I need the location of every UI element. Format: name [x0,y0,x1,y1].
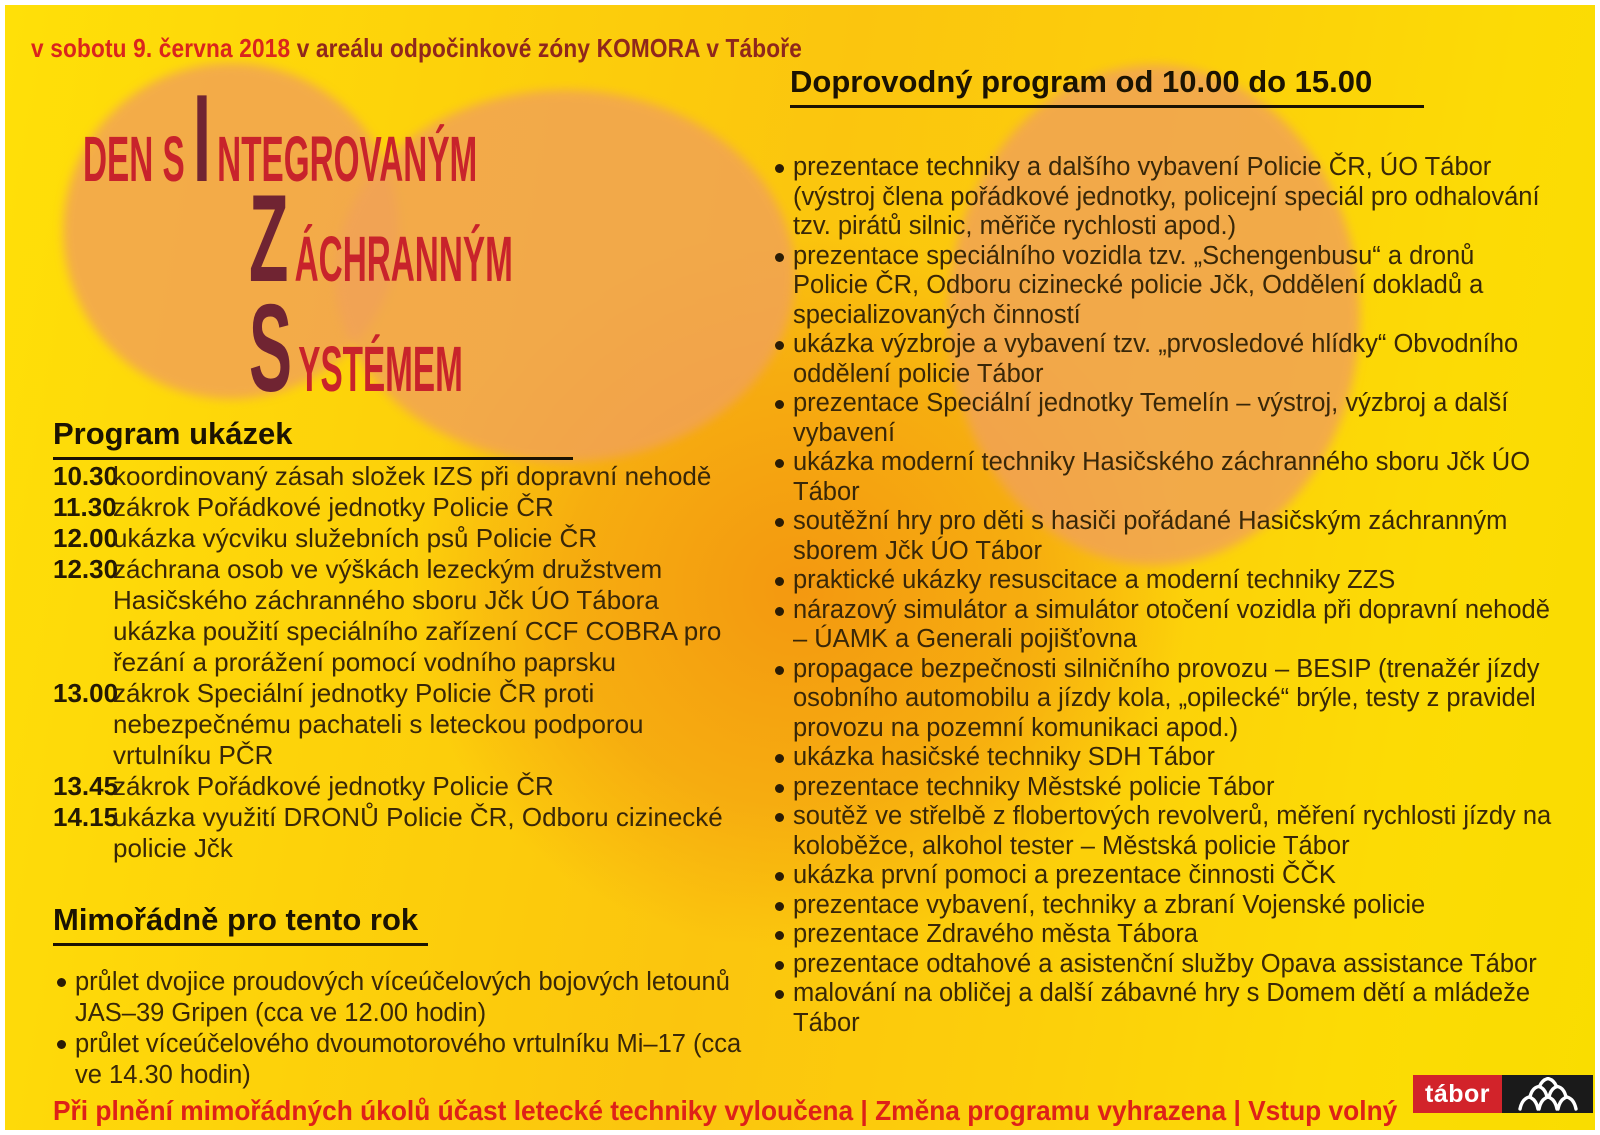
bullet-icon [775,754,784,763]
list-item-text: prezentace techniky Městské policie Tábor [793,772,1275,801]
bullet-icon [57,1040,66,1049]
bullet-icon [775,666,784,675]
list-item-text: prezentace Zdravého města Tábora [793,920,1198,948]
list-item-text: ukázka první pomoci a prezentace činnosti ČČK [793,861,1336,889]
bullet-icon [775,990,784,999]
list-item-text: prezentace speciálního vozidla tzv. „Schengenbusu“ a dronů Policie ČR, Odboru cizinecké policie Jčk, Oddělení dokladů a specializovaných činností [793,241,1484,329]
list-item-text: soutěžní hry pro děti s hasiči pořádané Hasičským záchranným sborem Jčk ÚO Tábor [793,507,1508,565]
list-item [775,802,1557,861]
bullet-icon [775,902,784,911]
side-program-heading: Doprovodný program od 10.00 do 15.00 [790,65,1424,108]
program-text: ukázka výcviku služebních psů Policie ČR [113,523,598,553]
program-time: 12.30 [53,554,119,584]
list-item-text: ukázka výzbroje a vybavení tzv. „prvosledové hlídky“ Obvodního oddělení policie Tábor [793,330,1519,388]
list-item-text: malování na obličej a další zábavné hry s Domem dětí a mládeže Tábor [793,979,1531,1037]
program-item [53,523,753,554]
list-item [775,330,1557,389]
bullet-icon [57,978,66,987]
list-item [775,507,1557,566]
list-item-text: průlet dvojice proudových víceúčelových bojových letounů JAS–39 Gripen (cca ve 12.00 hodin) [75,968,730,1027]
title-text: YSTÉMEM [298,333,463,405]
bullet-icon [775,784,784,793]
list-item-text: praktické ukázky resuscitace a moderní techniky ZZS [793,566,1396,594]
list-item-text: ukázka moderní techniky Hasičského záchranného sboru Jčk ÚO Tábor [793,448,1531,506]
tabor-logo-text: tábor [1425,1079,1490,1108]
list-item-text: prezentace odtahové a asistenční služby Opava assistance Tábor [793,949,1537,978]
list-item-text: průlet víceúčelového dvoumotorového vrtulníku Mi–17 (cca ve 14.30 hodin) [75,1030,742,1089]
list-item [775,773,1557,803]
list-item [775,448,1557,507]
event-date: v sobotu 9. června 2018 [31,33,291,63]
program-time: 14.15 [53,802,119,832]
side-program-list [775,153,1557,1038]
title-initial-Z: Z [249,170,288,308]
program-item [53,802,753,864]
special-heading: Mimořádně pro tento rok [53,903,428,946]
program-text: zákrok Speciální jednotky Policie ČR proti nebezpečnému pachateli s leteckou podporou vrtulníku PČR [113,678,644,770]
list-item [775,950,1557,980]
program-item [53,461,753,492]
bullet-icon [775,872,784,881]
list-item [775,920,1557,950]
list-item [775,743,1557,773]
list-item-text: prezentace techniky a dalšího vybavení Policie ČR, ÚO Tábor (výstroj člena pořádkové jednotky, policejní speciál pro odhalování tzv. pirátů silnic, měřiče rychlosti apod.) [793,153,1540,240]
list-item-text: prezentace vybavení, techniky a zbraní Vojenské policie [793,890,1426,919]
bullet-icon [775,931,784,940]
program-text: koordinovaný zásah složek IZS při dopravní nehodě [113,461,712,491]
list-item [775,979,1557,1038]
title-text: ÁCHRANNÝM [294,223,513,295]
list-item-text: prezentace Speciální jednotky Temelín – výstroj, výzbroj a další vybavení [793,389,1509,447]
special-list [57,967,777,1091]
bullet-icon [775,518,784,527]
program-time: 13.45 [53,771,119,801]
list-item-text: propagace bezpečnosti silničního provozu – BESIP (trenažér jízdy osobního automobilu a jízdy kola, „opilecké“ brýle, testy z pravidel provozu na pozemní komunikaci apod.) [793,654,1540,742]
bullet-icon [775,577,784,586]
list-item [775,389,1557,448]
title-text: NTEGROVANÝM [217,123,478,195]
program-item [53,771,753,802]
event-location: v areálu odpočinkové zóny KOMORA v Táboře [290,33,802,63]
program-text: zákrok Pořádkové jednotky Policie ČR [113,771,554,801]
list-item [775,861,1557,891]
list-item-text: nárazový simulátor a simulátor otočení vozidla při dopravní nehodě – ÚAMK a Generali pojišťovna [793,595,1550,653]
title-prefix: DEN S [83,123,185,195]
program-item [53,554,753,678]
tabor-city-logo [1413,1075,1593,1113]
program-time: 13.00 [53,678,119,708]
program-heading: Program ukázek [53,417,573,460]
list-item-text: ukázka hasičské techniky SDH Tábor [793,743,1215,771]
bullet-icon [775,164,784,173]
title-row-3 [249,280,463,418]
program-time: 12.00 [53,523,119,553]
list-item [57,1029,777,1091]
bullet-icon [775,813,784,822]
list-item [775,596,1557,655]
program-time: 11.30 [53,492,117,522]
bullet-icon [775,459,784,468]
list-item [775,242,1557,331]
title-row-2 [249,170,513,308]
program-text: ukázka využití DRONŮ Policie ČR, Odboru cizinecké policie Jčk [113,802,723,863]
footer-notice: Při plnění mimořádných úkolů účast letecké techniky vyloučena | Změna programu vyhrazena | Vstup volný [53,1095,1398,1126]
list-item [57,967,777,1029]
title-initial-I: I [193,70,210,208]
program-item [53,678,753,771]
date-location-line [31,33,802,64]
bullet-icon [775,253,784,262]
tabor-peaks-icon [1502,1075,1593,1113]
list-item [775,566,1557,596]
bullet-icon [775,607,784,616]
tabor-logo-wordmark [1413,1075,1502,1113]
program-text: záchrana osob ve výškách lezeckým družstvem Hasičského záchranného sboru Jčk ÚO Tábora ukázka použití speciálního zařízení CCF COBRA pro řezání a prorážení pomocí vodního paprsku [113,554,722,677]
program-time: 10.30 [53,461,119,491]
list-item [775,153,1557,242]
list-item [775,891,1557,921]
title-initial-S: S [249,280,291,418]
program-item [53,492,753,523]
bullet-icon [775,341,784,350]
bullet-icon [775,400,784,409]
program-text: zákrok Pořádkové jednotky Policie ČR [113,492,554,522]
program-list [53,461,753,864]
bullet-icon [775,961,784,970]
list-item-text: soutěž ve střelbě z flobertových revolverů, měření rychlosti jízdy na koloběžce, alkohol tester – Městská policie Tábor [793,802,1552,860]
list-item [775,655,1557,744]
